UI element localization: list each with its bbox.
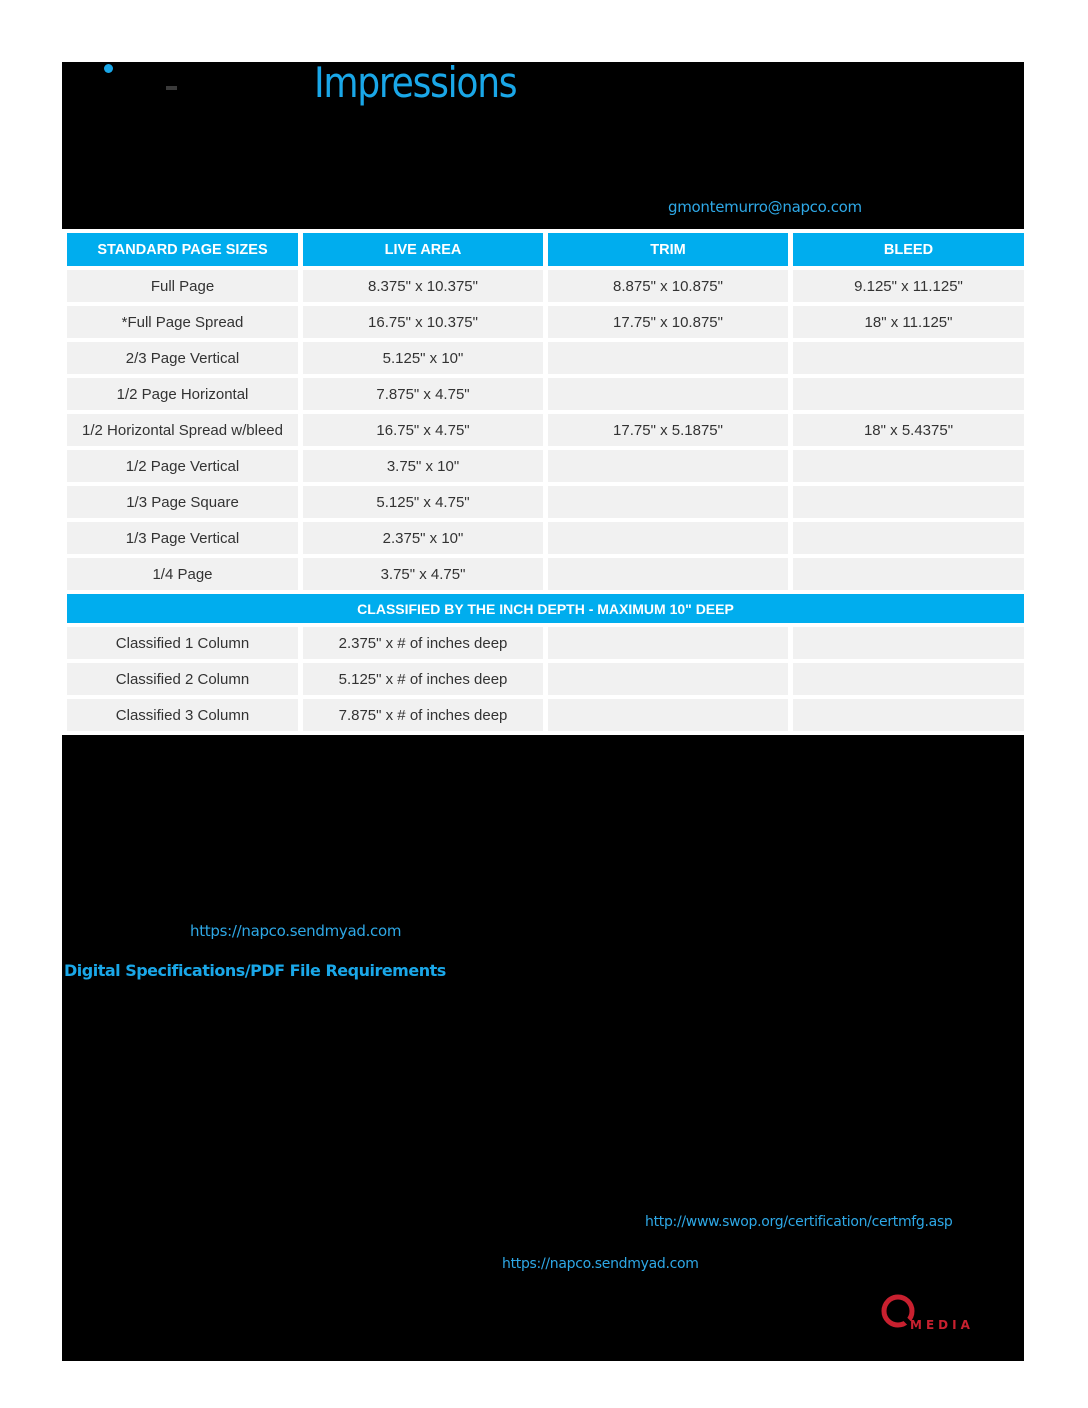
cell-size-name: Full Page — [67, 270, 298, 302]
table-row — [67, 414, 1024, 446]
cell-live-area: 7.875" x # of inches deep — [303, 699, 543, 731]
cell-trim: 17.75" x 10.875" — [548, 306, 788, 338]
brand-logo-dash — [166, 86, 177, 90]
cell-trim — [548, 627, 788, 659]
cell-live-area: 7.875" x 4.75" — [303, 378, 543, 410]
cell-bleed: 9.125" x 11.125" — [793, 270, 1024, 302]
table-row — [67, 270, 1024, 302]
cell-size-name: 1/2 Horizontal Spread w/bleed — [67, 414, 298, 446]
table-header-row — [67, 233, 1024, 266]
cell-trim: 8.875" x 10.875" — [548, 270, 788, 302]
table-row — [67, 378, 1024, 410]
cell-bleed — [793, 522, 1024, 554]
digital-specs-heading: Digital Specifications/PDF File Requirements — [64, 961, 446, 980]
cell-trim — [548, 450, 788, 482]
ad-specs-table — [62, 229, 1029, 735]
table-row — [67, 306, 1024, 338]
cell-bleed — [793, 342, 1024, 374]
cell-bleed — [793, 378, 1024, 410]
classified-heading: CLASSIFIED BY THE INCH DEPTH - MAXIMUM 10" DEEP — [67, 594, 1024, 623]
cell-trim — [548, 342, 788, 374]
cell-size-name: *Full Page Spread — [67, 306, 298, 338]
publication-title: Impressions — [314, 58, 517, 107]
classified-heading-row — [67, 594, 1024, 623]
cell-bleed — [793, 558, 1024, 590]
cell-trim — [548, 486, 788, 518]
column-header-bleed: BLEED — [793, 233, 1024, 266]
cell-live-area: 8.375" x 10.375" — [303, 270, 543, 302]
table-row — [67, 558, 1024, 590]
cell-trim — [548, 663, 788, 695]
cell-live-area: 16.75" x 10.375" — [303, 306, 543, 338]
table-row — [67, 486, 1024, 518]
swop-certification-link[interactable]: http://www.swop.org/certification/certmfg.asp — [645, 1214, 953, 1230]
cell-size-name: Classified 3 Column — [67, 699, 298, 731]
table-row — [67, 663, 1024, 695]
cell-bleed: 18" x 11.125" — [793, 306, 1024, 338]
cell-size-name: 1/4 Page — [67, 558, 298, 590]
sendmyad-link[interactable]: https://napco.sendmyad.com — [190, 922, 402, 940]
table-row — [67, 627, 1024, 659]
cell-size-name: Classified 1 Column — [67, 627, 298, 659]
table-row — [67, 450, 1024, 482]
omedia-logo-word: MEDIA — [910, 1318, 974, 1332]
cell-size-name: Classified 2 Column — [67, 663, 298, 695]
cell-size-name: 2/3 Page Vertical — [67, 342, 298, 374]
cell-trim — [548, 378, 788, 410]
cell-live-area: 5.125" x 4.75" — [303, 486, 543, 518]
cell-trim — [548, 699, 788, 731]
omedia-logo — [880, 1294, 990, 1334]
table-row — [67, 699, 1024, 731]
cell-live-area: 16.75" x 4.75" — [303, 414, 543, 446]
brand-logo-dot — [104, 64, 113, 73]
cell-trim: 17.75" x 5.1875" — [548, 414, 788, 446]
cell-trim — [548, 522, 788, 554]
cell-bleed — [793, 663, 1024, 695]
cell-bleed — [793, 450, 1024, 482]
cell-live-area: 3.75" x 10" — [303, 450, 543, 482]
cell-bleed — [793, 699, 1024, 731]
cell-size-name: 1/2 Page Horizontal — [67, 378, 298, 410]
cell-size-name: 1/3 Page Square — [67, 486, 298, 518]
column-header-live-area: LIVE AREA — [303, 233, 543, 266]
column-header-trim: TRIM — [548, 233, 788, 266]
cell-live-area: 2.375" x 10" — [303, 522, 543, 554]
cell-live-area: 5.125" x # of inches deep — [303, 663, 543, 695]
sendmyad-link-secondary[interactable]: https://napco.sendmyad.com — [502, 1256, 699, 1272]
column-header-page-sizes: STANDARD PAGE SIZES — [67, 233, 298, 266]
cell-bleed — [793, 627, 1024, 659]
contact-email-link[interactable]: gmontemurro@napco.com — [668, 198, 862, 216]
cell-bleed: 18" x 5.4375" — [793, 414, 1024, 446]
cell-bleed — [793, 486, 1024, 518]
table-row — [67, 342, 1024, 374]
cell-size-name: 1/2 Page Vertical — [67, 450, 298, 482]
cell-trim — [548, 558, 788, 590]
table-row — [67, 522, 1024, 554]
cell-live-area: 3.75" x 4.75" — [303, 558, 543, 590]
cell-size-name: 1/3 Page Vertical — [67, 522, 298, 554]
cell-live-area: 5.125" x 10" — [303, 342, 543, 374]
cell-live-area: 2.375" x # of inches deep — [303, 627, 543, 659]
